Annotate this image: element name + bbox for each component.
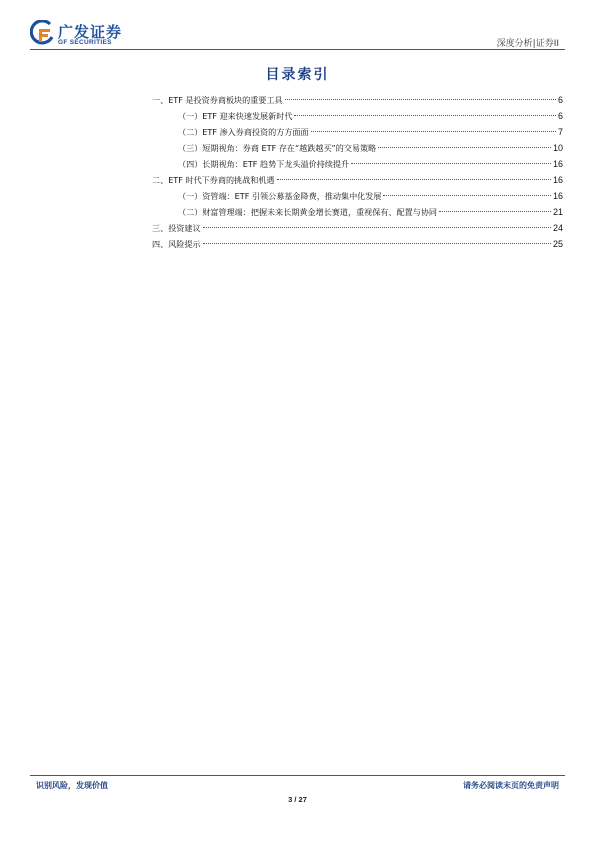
report-category: 深度分析|证券II: [496, 39, 559, 49]
page-number: 3 / 27: [288, 795, 307, 804]
toc-entry-page: 6: [557, 111, 563, 121]
toc-leader-dots: [203, 243, 551, 244]
toc-entry[interactable]: [152, 220, 563, 236]
toc-entry[interactable]: [152, 188, 563, 204]
toc-entry-label: （二）财富管理端：把握未来长期黄金增长赛道，重视保有、配置与协同: [178, 207, 438, 217]
toc-entry-label: 三、投资建议: [152, 223, 201, 233]
toc-entry-page: 21: [552, 207, 563, 217]
toc-entry-page: 16: [552, 159, 563, 169]
toc-entry[interactable]: [152, 140, 563, 156]
toc-entry[interactable]: [152, 124, 563, 140]
toc-entry[interactable]: [152, 172, 563, 188]
footer-divider: [30, 775, 565, 776]
toc-entry-label: 四、风险提示: [152, 239, 201, 249]
toc-entry-page: 24: [552, 223, 563, 233]
toc-entry-page: 7: [557, 127, 563, 137]
toc-entry-label: （二）ETF 渗入券商投资的方方面面: [178, 127, 309, 137]
toc-entry-label: （三）短期视角：券商 ETF 存在“越跌越买”的交易策略: [178, 143, 377, 153]
toc-entry-page: 25: [552, 239, 563, 249]
toc-entry[interactable]: [152, 236, 563, 252]
toc-entry-page: 16: [552, 175, 563, 185]
toc-leader-dots: [203, 227, 551, 228]
toc-leader-dots: [285, 99, 556, 100]
table-of-contents: [152, 92, 563, 252]
toc-leader-dots: [378, 147, 551, 148]
toc-entry-label: （一）资管端：ETF 引领公募基金降费，推动集中化发展: [178, 191, 382, 201]
toc-leader-dots: [351, 163, 551, 164]
gf-logo-icon: [30, 20, 54, 46]
logo-chinese-text: 广发证券: [58, 23, 123, 41]
toc-entry[interactable]: [152, 156, 563, 172]
toc-entry[interactable]: [152, 204, 563, 220]
toc-entry[interactable]: [152, 92, 563, 108]
header-divider: [30, 49, 565, 50]
toc-leader-dots: [311, 131, 556, 132]
toc-entry[interactable]: [152, 108, 563, 124]
toc-entry-page: 10: [552, 143, 563, 153]
toc-leader-dots: [277, 179, 551, 180]
footer-slogan: 识别风险，发现价值: [36, 781, 108, 790]
gf-securities-logo: [30, 20, 140, 50]
toc-entry-label: （一）ETF 迎来快速发展新时代: [178, 111, 293, 121]
toc-title: 目录索引: [265, 67, 330, 83]
logo-english-text: GF SECURITIES: [58, 39, 112, 46]
toc-leader-dots: [383, 195, 551, 196]
footer-disclaimer-note: 请务必阅读末页的免责声明: [463, 781, 559, 790]
toc-leader-dots: [439, 211, 551, 212]
toc-entry-label: 二、ETF 时代下券商的挑战和机遇: [152, 175, 275, 185]
toc-entry-label: 一、ETF 是投资券商板块的重要工具: [152, 95, 283, 105]
toc-leader-dots: [294, 115, 556, 116]
toc-entry-label: （四）长期视角：ETF 趋势下龙头溢价持续提升: [178, 159, 350, 169]
toc-entry-page: 6: [557, 95, 563, 105]
toc-entry-page: 16: [552, 191, 563, 201]
